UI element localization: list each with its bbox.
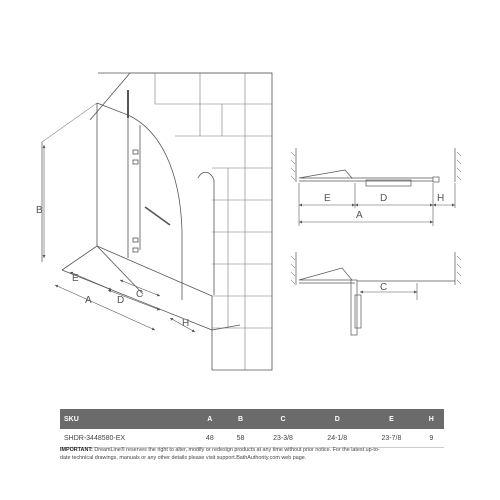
table-row xyxy=(60,429,444,448)
header-c: C xyxy=(256,409,310,429)
label-e: E xyxy=(72,273,79,284)
cell-sku: SHDR-3448580-EX xyxy=(60,429,194,448)
header-h: H xyxy=(419,409,444,429)
label-d: D xyxy=(117,295,125,306)
notice-label: IMPORTANT: xyxy=(60,447,93,453)
cell-d: 24-1/8 xyxy=(310,429,364,448)
header-sku: SKU xyxy=(60,409,194,429)
notice-line-1: DreamLine® reserves the right to alter, modify or redesign products at any time without prior notice. For the latest up-to- xyxy=(94,447,380,453)
cell-e: 23-7/8 xyxy=(364,429,418,448)
important-notice xyxy=(60,446,446,462)
dimension-table xyxy=(60,409,444,448)
label-b: B xyxy=(36,205,43,216)
plan-bottom-dimensions xyxy=(360,283,417,300)
header-e: E xyxy=(364,409,418,429)
plan-top-label-h: H xyxy=(437,193,445,204)
label-h: H xyxy=(182,318,190,329)
header-b: B xyxy=(225,409,256,429)
plan-top-label-d: D xyxy=(380,193,388,204)
table-header-row xyxy=(60,409,444,429)
cell-a: 48 xyxy=(194,429,225,448)
plan-view-top xyxy=(291,148,461,186)
plan-top-label-a: A xyxy=(356,210,363,221)
plan-top-dimensions xyxy=(299,183,455,226)
header-a: A xyxy=(194,409,225,429)
isometric-view xyxy=(42,73,272,370)
cell-c: 23-3/8 xyxy=(256,429,310,448)
plan-view-bottom xyxy=(291,252,461,335)
label-a: A xyxy=(85,295,92,306)
cell-h: 9 xyxy=(419,429,444,448)
header-d: D xyxy=(310,409,364,429)
notice-line-2: date technical drawings, manuals or any other details please visit support.BathAuthority.com web page. xyxy=(60,455,307,461)
plan-bottom-label-c: C xyxy=(380,282,388,293)
plan-top-label-e: E xyxy=(324,193,331,204)
label-c: C xyxy=(136,289,144,300)
cell-b: 58 xyxy=(225,429,256,448)
